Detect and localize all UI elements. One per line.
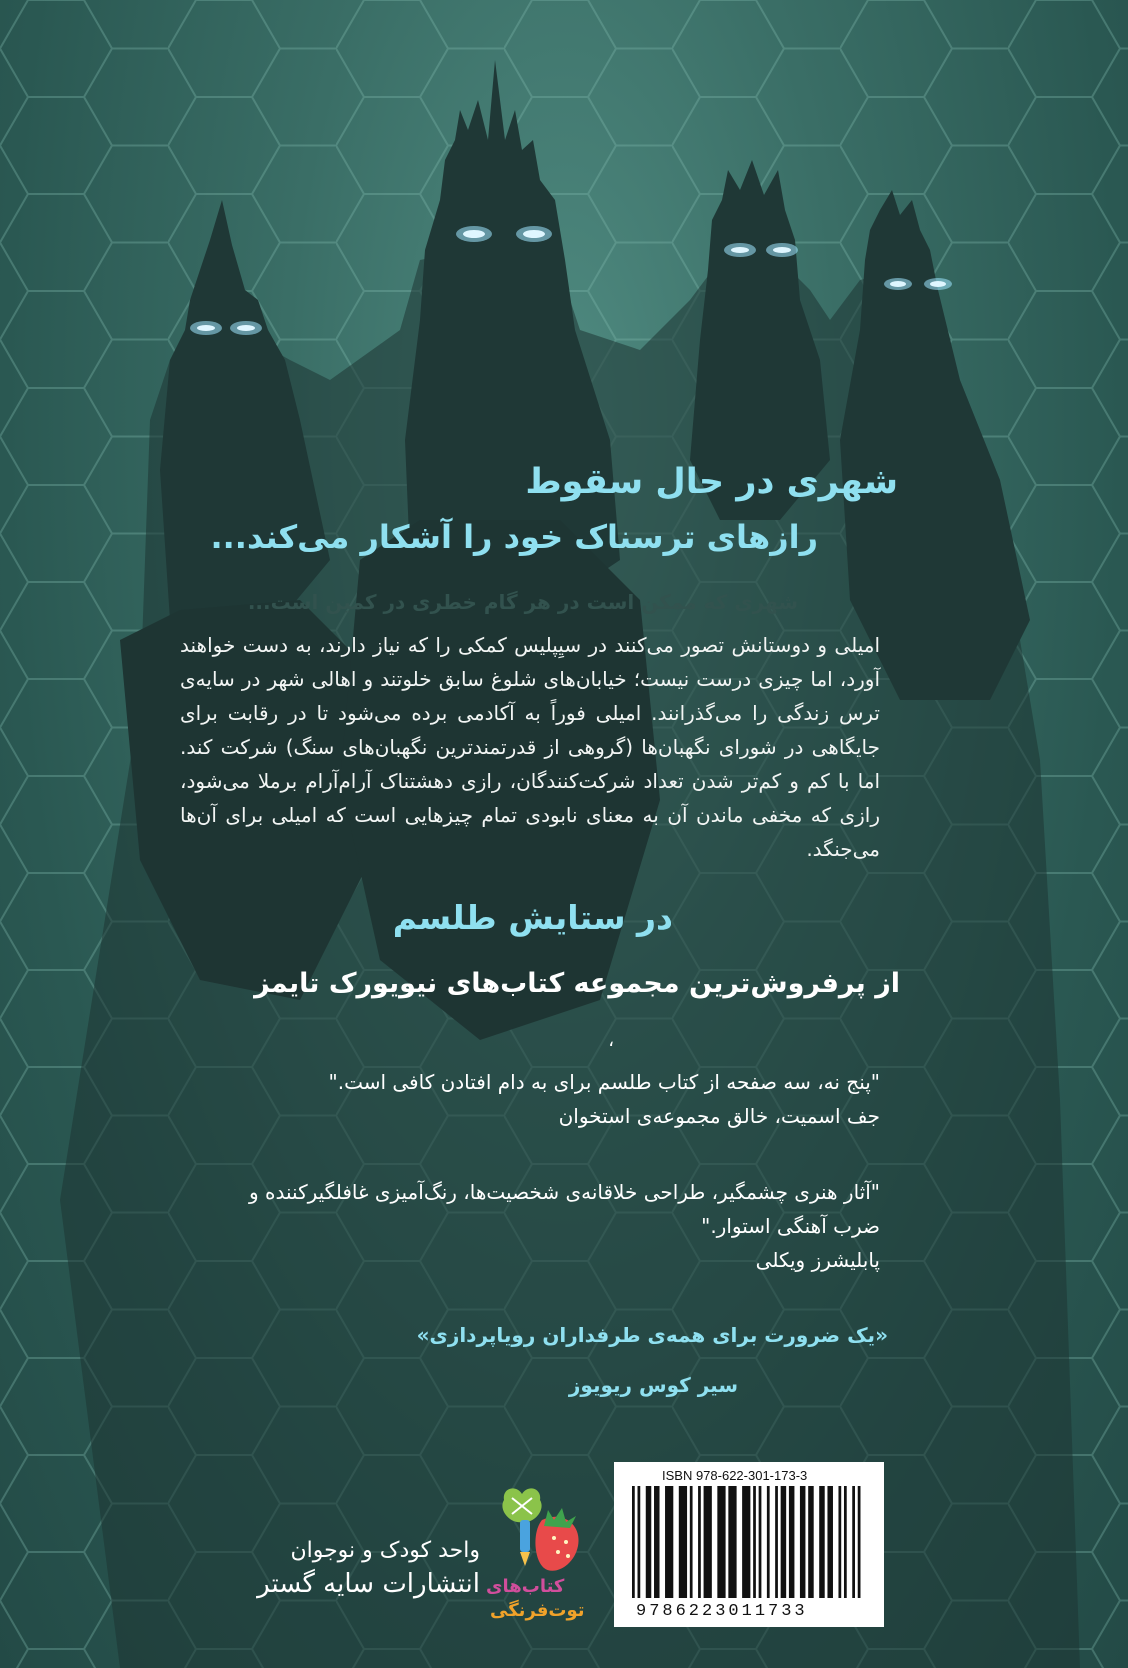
- quote-text: «یک ضرورت برای همه‌ی طرفداران رویاپردازی»: [416, 1323, 888, 1347]
- barcode-bar: [698, 1486, 701, 1598]
- barcode-bar: [819, 1486, 825, 1598]
- barcode-bar: [808, 1486, 814, 1598]
- comma-mark: ،: [608, 1030, 614, 1051]
- barcode-bar: [665, 1486, 673, 1598]
- barcode-bar: [728, 1486, 736, 1598]
- barcode-bar: [827, 1486, 833, 1598]
- publisher-name: انتشارات سایه گستر: [257, 1569, 480, 1599]
- barcode-bar: [753, 1486, 756, 1598]
- barcode-bar: [838, 1486, 841, 1598]
- subheadline: رازهای ترسناک خود را آشکار می‌کند...: [210, 518, 818, 556]
- barcode-bar: [781, 1486, 787, 1598]
- barcode-bar: [679, 1486, 687, 1598]
- review-quote: [240, 1065, 880, 1133]
- isbn-barcode: [614, 1462, 884, 1627]
- barcode-bar: [690, 1486, 693, 1598]
- barcode-bar: [858, 1486, 861, 1598]
- publisher-division: واحد کودک و نوجوان: [290, 1538, 480, 1563]
- publisher-info: [257, 1538, 480, 1599]
- quote-attribution: جف اسمیت، خالق مجموعه‌ی استخوان: [558, 1104, 880, 1128]
- barcode-bar: [717, 1486, 725, 1598]
- barcode-bar: [638, 1486, 641, 1598]
- barcode-bar: [789, 1486, 795, 1598]
- barcode-bar: [654, 1486, 660, 1598]
- barcode-bar: [844, 1486, 847, 1598]
- barcode-bar: [767, 1486, 770, 1598]
- barcode-bars: [632, 1486, 866, 1600]
- isbn-label: ISBN 978-622-301-173-3: [662, 1468, 808, 1483]
- review-quote: [248, 1318, 888, 1402]
- barcode-bar: [775, 1486, 778, 1598]
- synopsis-paragraph: امیلی و دوستانش تصور می‌کنند در سیِپلیس کمکی را که نیاز دارند، به دست خواهند آورد، اما چیزی درست نیست؛ خیابان‌های شلوغ سابق خلوتند و اهالی شهر در سایه‌ی ترس زندگی را می‌گذرانند. امیلی فوراً به آکادمی برده می‌شود تا در رقابت برای جایگاهی در شورای نگهبان‌ها (گروهی از قدرتمندترین نگهبان‌های سنگ) شرکت کند. اما با کم و کم‌تر شدن تعداد شرکت‌کنندگان، رازی دهشتناک آرام‌آرام برملا می‌شود، رازی که مخفی ماندن آن به معنای نابودی تمام چیزهایی است که امیلی برای آن‌ها می‌جنگد.: [180, 633, 880, 861]
- barcode-bar: [646, 1486, 652, 1598]
- barcode-bar: [742, 1486, 750, 1598]
- barcode-bar: [759, 1486, 762, 1598]
- logo-text: کتاب‌های: [486, 1576, 565, 1597]
- review-quote: [240, 1175, 880, 1277]
- bestseller-line: از پرفروش‌ترین مجموعه کتاب‌های نیویورک تایمز: [254, 968, 900, 999]
- barcode-bar: [852, 1486, 855, 1598]
- headline: شهری در حال سقوط: [525, 462, 898, 502]
- quote-text: "پنج نه، سه صفحه از کتاب طلسم برای به دام افتادن کافی است.": [328, 1070, 880, 1094]
- faded-tagline: شهری که ممکن است در هر گام خطری در کمین است...: [247, 590, 798, 614]
- barcode-bar: [704, 1486, 712, 1598]
- publisher-logo: [482, 1480, 598, 1630]
- logo-text: توت‌فرنگی: [490, 1600, 585, 1621]
- barcode-digits: 9786223011733: [636, 1602, 808, 1621]
- quote-text: "آثار هنری چشمگیر، طراحی خلاقانه‌ی شخصیت‌ها، رنگ‌آمیزی غافلگیرکننده و ضرب آهنگی استوار.": [249, 1180, 880, 1238]
- quote-attribution: سیر کوس ریویوز: [568, 1373, 738, 1397]
- quote-attribution: پابلیشرز ویکلی: [755, 1248, 880, 1272]
- barcode-bar: [632, 1486, 635, 1598]
- praise-title: در ستایش طلسم: [392, 898, 673, 937]
- strawberry-logo-icon: [482, 1480, 598, 1580]
- barcode-bar: [800, 1486, 806, 1598]
